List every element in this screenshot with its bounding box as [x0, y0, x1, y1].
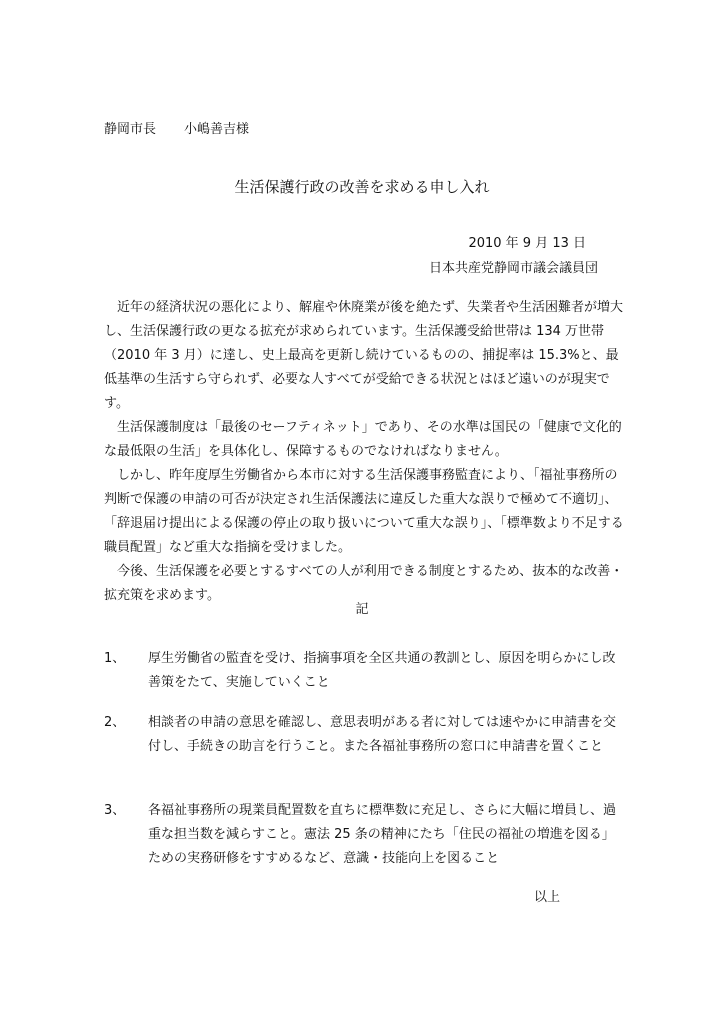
addressee-line	[104, 120, 249, 140]
item-number: 2、	[104, 715, 126, 730]
item-number: 1、	[104, 651, 126, 666]
item-number: 3、	[104, 803, 126, 818]
document-date: 2010 年 9 月 13 日	[468, 236, 586, 251]
item-text: 各福祉事務所の現業員配置数を直ちに標準数に充足し、さらに大幅に増員し、過重な担当数を減らすこと。憲法 25 条の精神にたち「住民の福祉の増進を図る」ための実務研修をすすめるなど、意識・技能向上を図ること	[148, 803, 617, 866]
closing-mark: 以上	[533, 890, 560, 905]
addressee-name: 小嶋善吉様	[184, 122, 250, 137]
item-text: 相談者の申請の意思を確認し、意思表明がある者に対しては速やかに申請書を交付し、手続きの助言を行うこと。また各福祉事務所の窓口に申請書を置くこと	[148, 715, 617, 754]
document-title: 生活保護行政の改善を求める申し入れ	[234, 178, 490, 196]
list-item	[104, 647, 624, 695]
addressee-role: 静岡市長	[104, 122, 157, 137]
sender-organization: 日本共産党静岡市議会議員団	[428, 261, 598, 276]
paragraph: 近年の経済状況の悪化により、解雇や休廃業が後を絶たず、失業者や生活困難者が増大し、生活保護行政の更なる拡充が求められています。生活保護受給世帯は 134 万世帯（2010 年 3 月）に達し、史上最高を更新し続けているものの、捕捉率は 15.3%と、最低基準の生活すら守られず、必要な人すべてが受給できる状況とはほど遠いのが現実です。	[104, 300, 623, 411]
paragraph: 今後、生活保護を必要とするすべての人が利用できる制度とするため、抜本的な改善・拡充策を求めます。	[104, 564, 624, 603]
body-text	[104, 296, 624, 608]
ki-heading: 記	[355, 602, 369, 617]
item-text: 厚生労働省の監査を受け、指摘事項を全区共通の教訓とし、原因を明らかにし改善策をたて、実施していくこと	[148, 651, 616, 690]
list-item	[104, 711, 624, 759]
paragraph: しかし、昨年度厚生労働省から本市に対する生活保護事務監査により、「福祉事務所の判断で保護の申請の可否が決定され生活保護法に違反した重大な誤りで極めて不適切」、「辞退届け提出による保護の停止の取り扱いについて重大な誤り」、「標準数より不足する職員配置」など重大な指摘を受けました。	[104, 468, 624, 555]
list-item	[104, 799, 624, 871]
paragraph: 生活保護制度は「最後のセーフティネット」であり、その水準は国民の「健康で文化的な最低限の生活」を具体化し、保障するものでなければなりません。	[104, 420, 622, 459]
